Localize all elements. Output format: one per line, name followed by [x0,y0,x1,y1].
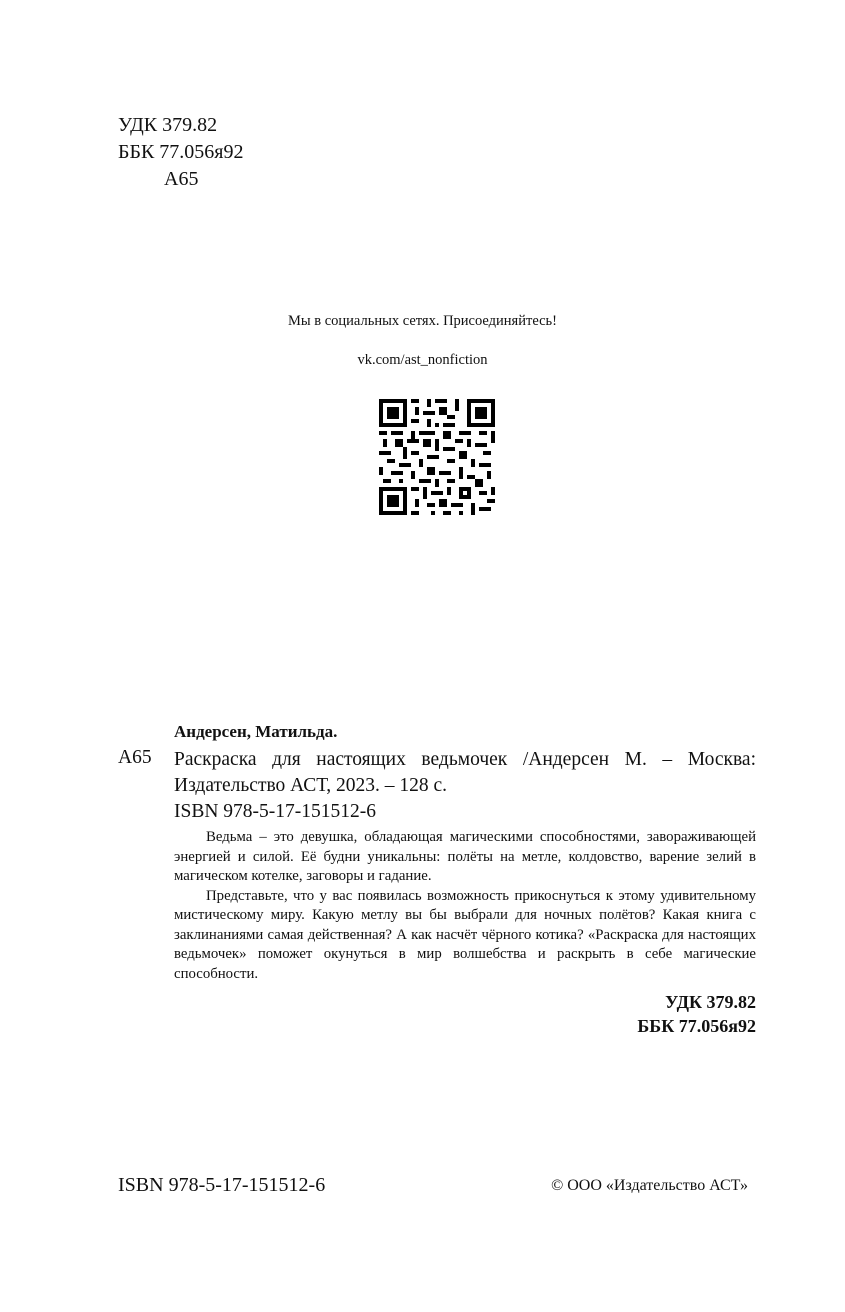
catalog-isbn: ISBN 978-5-17-151512-6 [174,801,377,822]
bbk-code: ББК 77.056я92 [118,141,244,163]
copyright-notice: © ООО «Издательство АСТ» [551,1177,748,1194]
catalog-bbk: ББК 77.056я92 [637,1016,756,1036]
social-url[interactable]: vk.com/ast_nonfiction [357,352,488,368]
catalog-bibliographic-entry: Раскраска для настоящих ведьмочек /Андерсен М. – Москва: Издательство АСТ, 2023. – 128 с. [174,749,756,796]
abstract-paragraph: Ведьма – это девушка, обладающая магическими способностями, завораживающей энергией и силой. Её будни уникальны: полёты на метле, колдовство, варение зелий в магическом котелке, заговоры и гадание. [174,829,756,884]
catalog-classification-codes [637,990,756,1038]
abstract-paragraph: Представьте, что у вас появилась возможность прикоснуться к этому удивительному мистическому миру. Какую метлу вы бы выбрали для ночных полётов? Какая книга с заклинаниями самая действенная? А как насчёт чёрного котика? «Раскраска для настоящих ведьмочек» поможет окунуться в мир волшебства и раскрыть в себе магические способности. [174,887,756,982]
catalog-abstract [174,828,756,984]
catalog-author-mark: А65 [118,747,152,768]
social-invite-text: Мы в социальных сетях. Присоединяйтесь! [287,313,557,329]
catalog-author: Андерсен, Матильда. [174,722,338,741]
author-mark: А65 [164,168,199,190]
qr-code[interactable] [379,398,495,516]
qr-code-image [379,398,495,516]
catalog-udk: УДК 379.82 [665,992,756,1012]
header-classification-codes [118,112,244,193]
footer-isbn: ISBN 978-5-17-151512-6 [118,1174,326,1196]
udk-code: УДК 379.82 [118,114,218,136]
